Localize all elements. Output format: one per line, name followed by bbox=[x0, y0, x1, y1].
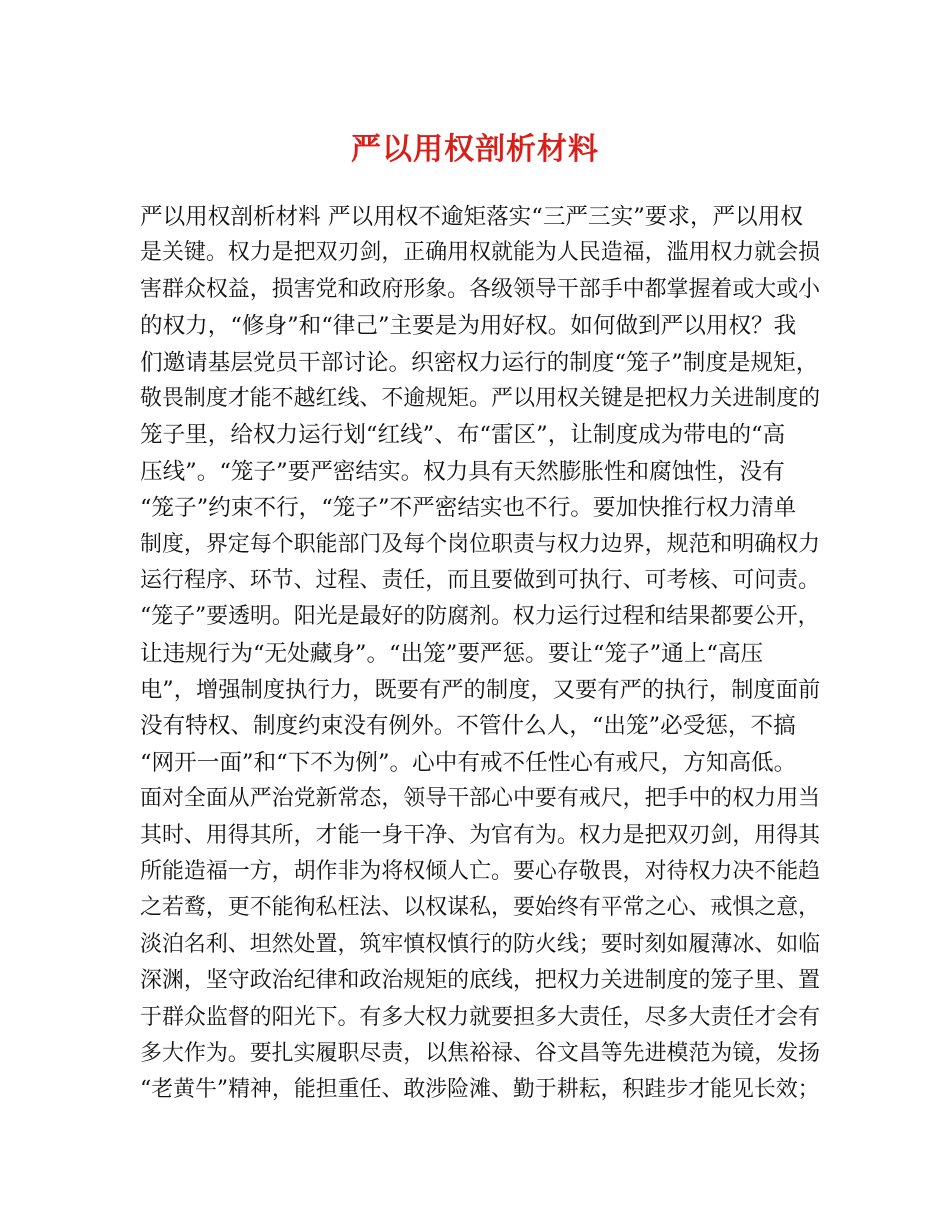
body-line: 制度，界定每个职能部门及每个岗位职责与权力边界，规范和明确权力 bbox=[140, 531, 821, 557]
body-line: 所能造福一方，胡作非为将权倾人亡。要心存敬畏，对待权力决不能趋 bbox=[140, 859, 821, 885]
body-line: 深渊，坚守政治纪律和政治规矩的底线，把权力关进制度的笼子里、置 bbox=[140, 968, 821, 994]
body-line: 没有特权、制度约束没有例外。不管什么人，“出笼”必受惩，不搞 bbox=[140, 713, 796, 740]
body-line: 的权力，“修身”和“律己”主要是为用好权。如何做到严以用权？我 bbox=[140, 313, 797, 340]
document-body bbox=[140, 199, 820, 1109]
document-title: 严以用权剖析材料 bbox=[351, 132, 599, 167]
body-line: 其时、用得其所，才能一身干净、为官有为。权力是把双刃剑，用得其 bbox=[140, 822, 821, 848]
body-line: 敬畏制度才能不越红线、不逾规矩。严以用权关键是把权力关进制度的 bbox=[140, 385, 821, 411]
body-line: 是关键。权力是把双刃剑，正确用权就能为人民造福，滥用权力就会损 bbox=[140, 240, 821, 266]
body-line: 害群众权益，损害党和政府形象。各级领导干部手中都掌握着或大或小 bbox=[140, 276, 821, 302]
body-line: 之若鹜，更不能徇私枉法、以权谋私，要始终有平常之心、戒惧之意， bbox=[140, 895, 821, 921]
body-line: “笼子”约束不行，“笼子”不严密结实也不行。要加快推行权力清单 bbox=[140, 495, 797, 522]
body-line: 压线”。“笼子”要严密结实。权力具有天然膨胀性和腐蚀性，没有 bbox=[140, 458, 785, 485]
body-line: 们邀请基层党员干部讨论。织密权力运行的制度“笼子”制度是规矩， bbox=[140, 349, 819, 376]
body-line: 多大作为。要扎实履职尽责，以焦裕禄、谷文昌等先进模范为镜，发扬 bbox=[140, 1040, 821, 1066]
body-line: 运行程序、环节、过程、责任，而且要做到可执行、可考核、可问责。 bbox=[140, 567, 821, 593]
body-line: “老黄牛”精神，能担重任、敢涉险滩、勤于耕耘，积跬步才能见长效； bbox=[140, 1077, 820, 1103]
body-line: 让违规行为“无处藏身”。“出笼”要严惩。要让“笼子”通上“高压 bbox=[140, 640, 764, 667]
body-line: “网开一面”和“下不为例”。心中有戒不任性心有戒尺，方知高低。 bbox=[140, 749, 797, 776]
body-line: 笼子里，给权力运行划“红线”、布“雷区”，让制度成为带电的“高 bbox=[140, 422, 786, 449]
body-line: “笼子”要透明。阳光是最好的防腐剂。权力运行过程和结果都要公开， bbox=[140, 604, 820, 630]
body-line: 严以用权剖析材料 严以用权不逾矩落实“三严三实”要求，严以用权 bbox=[140, 204, 803, 230]
body-line: 淡泊名利、坦然处置，筑牢慎权慎行的防火线；要时刻如履薄冰、如临 bbox=[140, 931, 821, 957]
body-line: 面对全面从严治党新常态，领导干部心中要有戒尺，把手中的权力用当 bbox=[140, 786, 821, 812]
body-line: 于群众监督的阳光下。有多大权力就要担多大责任，尽多大责任才会有 bbox=[140, 1004, 821, 1030]
body-line: 电”，增强制度执行力，既要有严的制度，又要有严的执行，制度面前 bbox=[140, 677, 821, 704]
